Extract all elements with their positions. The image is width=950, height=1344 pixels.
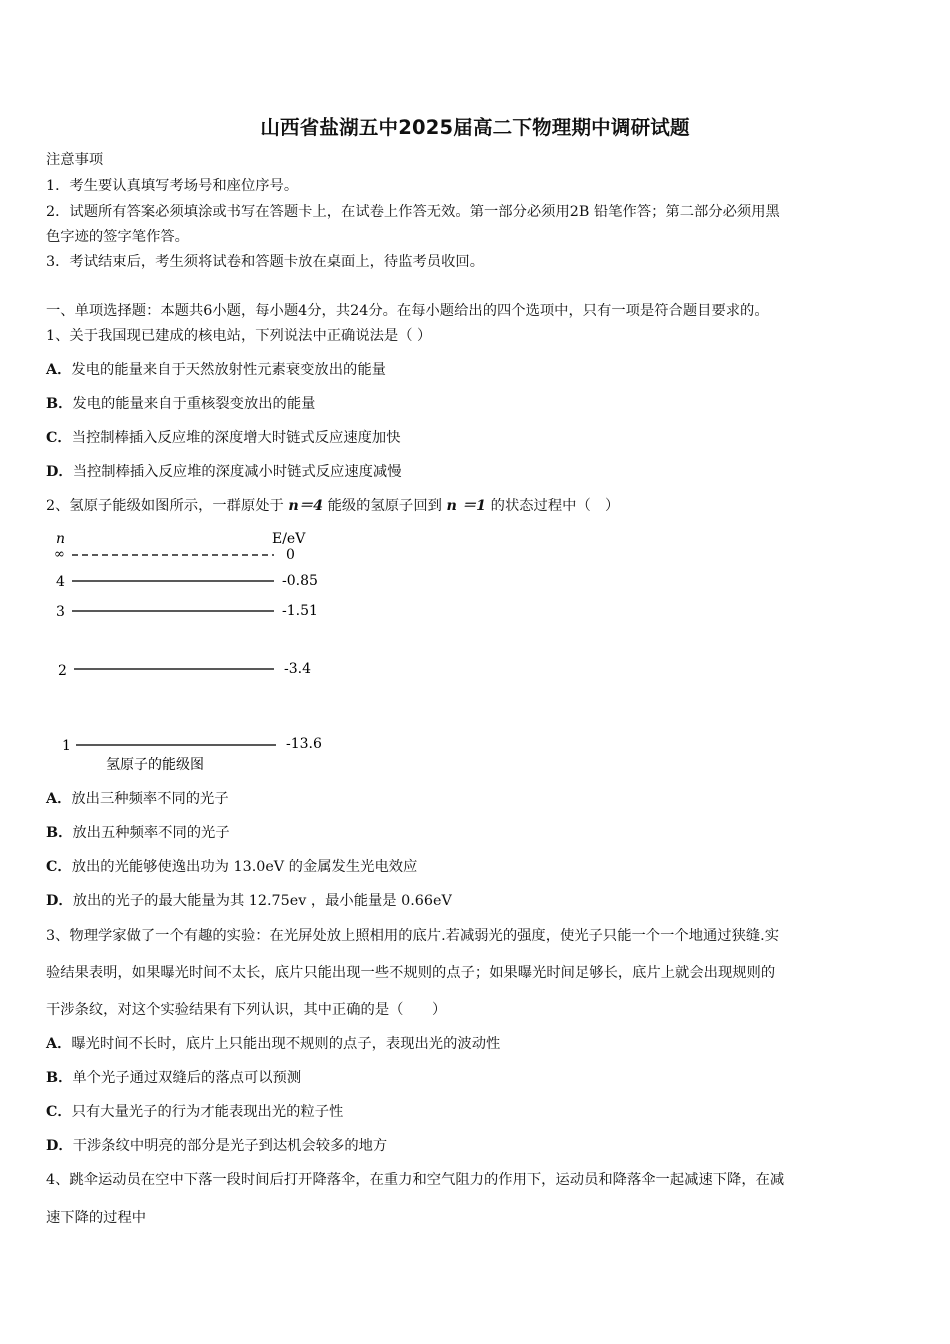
option-letter: C． — [46, 430, 72, 446]
option-text: 单个光子通过双缝后的落点可以预测 — [72, 1070, 302, 1086]
option-letter: C． — [46, 859, 72, 875]
notice-item: 3．考试结束后，考生须将试卷和答题卡放在桌面上，待监考员收回。 — [46, 254, 484, 270]
q1-option-c — [46, 429, 906, 447]
level-energy-label: -0.85 — [282, 573, 318, 589]
q2-option-d — [46, 892, 906, 910]
level-energy-label: -3.4 — [284, 661, 311, 677]
notice-item: 色字迹的签字笔作答。 — [46, 229, 189, 245]
stem-part: 的状态过程中（ ） — [486, 498, 620, 514]
option-text: 曝光时间不长时，底片上只能出现不规则的点子，表现出光的波动性 — [71, 1036, 501, 1052]
question-1-stem: 1、关于我国现已建成的核电站，下列说法中正确说法是（ ） — [46, 328, 432, 344]
option-text: 发电的能量来自于重核裂变放出的能量 — [72, 396, 316, 412]
diagram-caption: 氢原子的能级图 — [106, 757, 204, 773]
option-letter: B． — [46, 825, 73, 841]
notice-heading: 注意事项 — [46, 152, 104, 168]
level-n-label: 1 — [62, 738, 71, 754]
option-letter: B． — [46, 1070, 73, 1086]
option-text: 放出的光子的最大能量为其 12.75ev ，最小能量是 0.66eV — [72, 893, 452, 909]
question-3-stem-line: 3、物理学家做了一个有趣的实验：在光屏处放上照相用的底片.若减弱光的强度，使光子只能一个一个地通过狭缝.实 — [46, 928, 780, 944]
level-n-label: 4 — [56, 574, 65, 590]
q3-option-c — [46, 1103, 906, 1121]
option-letter: D． — [46, 1138, 73, 1154]
q2-option-a — [46, 790, 906, 808]
level-energy-label: -13.6 — [286, 736, 322, 752]
q3-option-b — [46, 1069, 906, 1087]
question-3-stem-line: 验结果表明，如果曝光时间不太长，底片只能出现一些不规则的点子；如果曝光时间足够长，底片上就会出现规则的 — [46, 965, 776, 981]
option-letter: A． — [46, 362, 72, 378]
level-energy-label: -1.51 — [282, 603, 318, 619]
q1-option-a — [46, 361, 906, 379]
question-4-stem-line: 4、跳伞运动员在空中下落一段时间后打开降落伞，在重力和空气阻力的作用下，运动员和降落伞一起减速下降，在减 — [46, 1172, 785, 1188]
stem-part: 能级的氢原子回到 — [323, 498, 447, 514]
option-letter: B． — [46, 396, 73, 412]
level-n-label: ∞ — [54, 547, 65, 562]
option-text: 干涉条纹中明亮的部分是光子到达机会较多的地方 — [72, 1138, 388, 1154]
stem-variable: n＝4 — [288, 498, 324, 514]
question-4-stem-line: 速下降的过程中 — [46, 1210, 147, 1226]
stem-part: 2、氢原子能级如图所示，一群原处于 — [46, 498, 289, 514]
option-text: 只有大量光子的行为才能表现出光的粒子性 — [71, 1104, 344, 1120]
option-text: 放出的光能够使逸出功为 13.0eV 的金属发生光电效应 — [71, 859, 418, 875]
notice-item: 2．试题所有答案必须填涂或书写在答题卡上，在试卷上作答无效。第一部分必须用2B 铅笔作答；第二部分必须用黑 — [46, 204, 780, 220]
question-2-stem — [46, 497, 906, 515]
option-letter: D． — [46, 893, 73, 909]
q2-option-c — [46, 858, 906, 876]
n-axis-label: n — [56, 531, 66, 547]
notice-item: 1．考生要认真填写考场号和座位序号。 — [46, 178, 299, 194]
stem-variable: n ＝1 — [446, 498, 487, 514]
q2-option-b — [46, 824, 906, 842]
level-n-label: 2 — [58, 663, 67, 679]
page-title: 山西省盐湖五中2025届高二下物理期中调研试题 — [260, 116, 690, 139]
energy-level-diagram — [46, 528, 346, 778]
option-letter: C． — [46, 1104, 72, 1120]
option-letter: A． — [46, 791, 72, 807]
level-n-label: 3 — [56, 604, 65, 620]
q1-option-b — [46, 395, 906, 413]
option-letter: A． — [46, 1036, 72, 1052]
option-text: 放出三种频率不同的光子 — [71, 791, 229, 807]
option-text: 放出五种频率不同的光子 — [72, 825, 230, 841]
energy-axis-label: E/eV — [272, 531, 306, 547]
question-3-stem-line: 干涉条纹，对这个实验结果有下列认识，其中正确的是（ ） — [46, 1002, 447, 1018]
option-letter: D． — [46, 464, 73, 480]
q1-option-d — [46, 463, 906, 481]
option-text: 当控制棒插入反应堆的深度增大时链式反应速度加快 — [71, 430, 401, 446]
option-text: 当控制棒插入反应堆的深度减小时链式反应速度减慢 — [72, 464, 402, 480]
q3-option-d — [46, 1137, 906, 1155]
option-text: 发电的能量来自于天然放射性元素衰变放出的能量 — [71, 362, 386, 378]
section-heading: 一、单项选择题：本题共6小题，每小题4分，共24分。在每小题给出的四个选项中，只有一项是符合题目要求的。 — [46, 303, 769, 319]
level-energy-label: 0 — [286, 547, 295, 563]
q3-option-a — [46, 1035, 906, 1053]
